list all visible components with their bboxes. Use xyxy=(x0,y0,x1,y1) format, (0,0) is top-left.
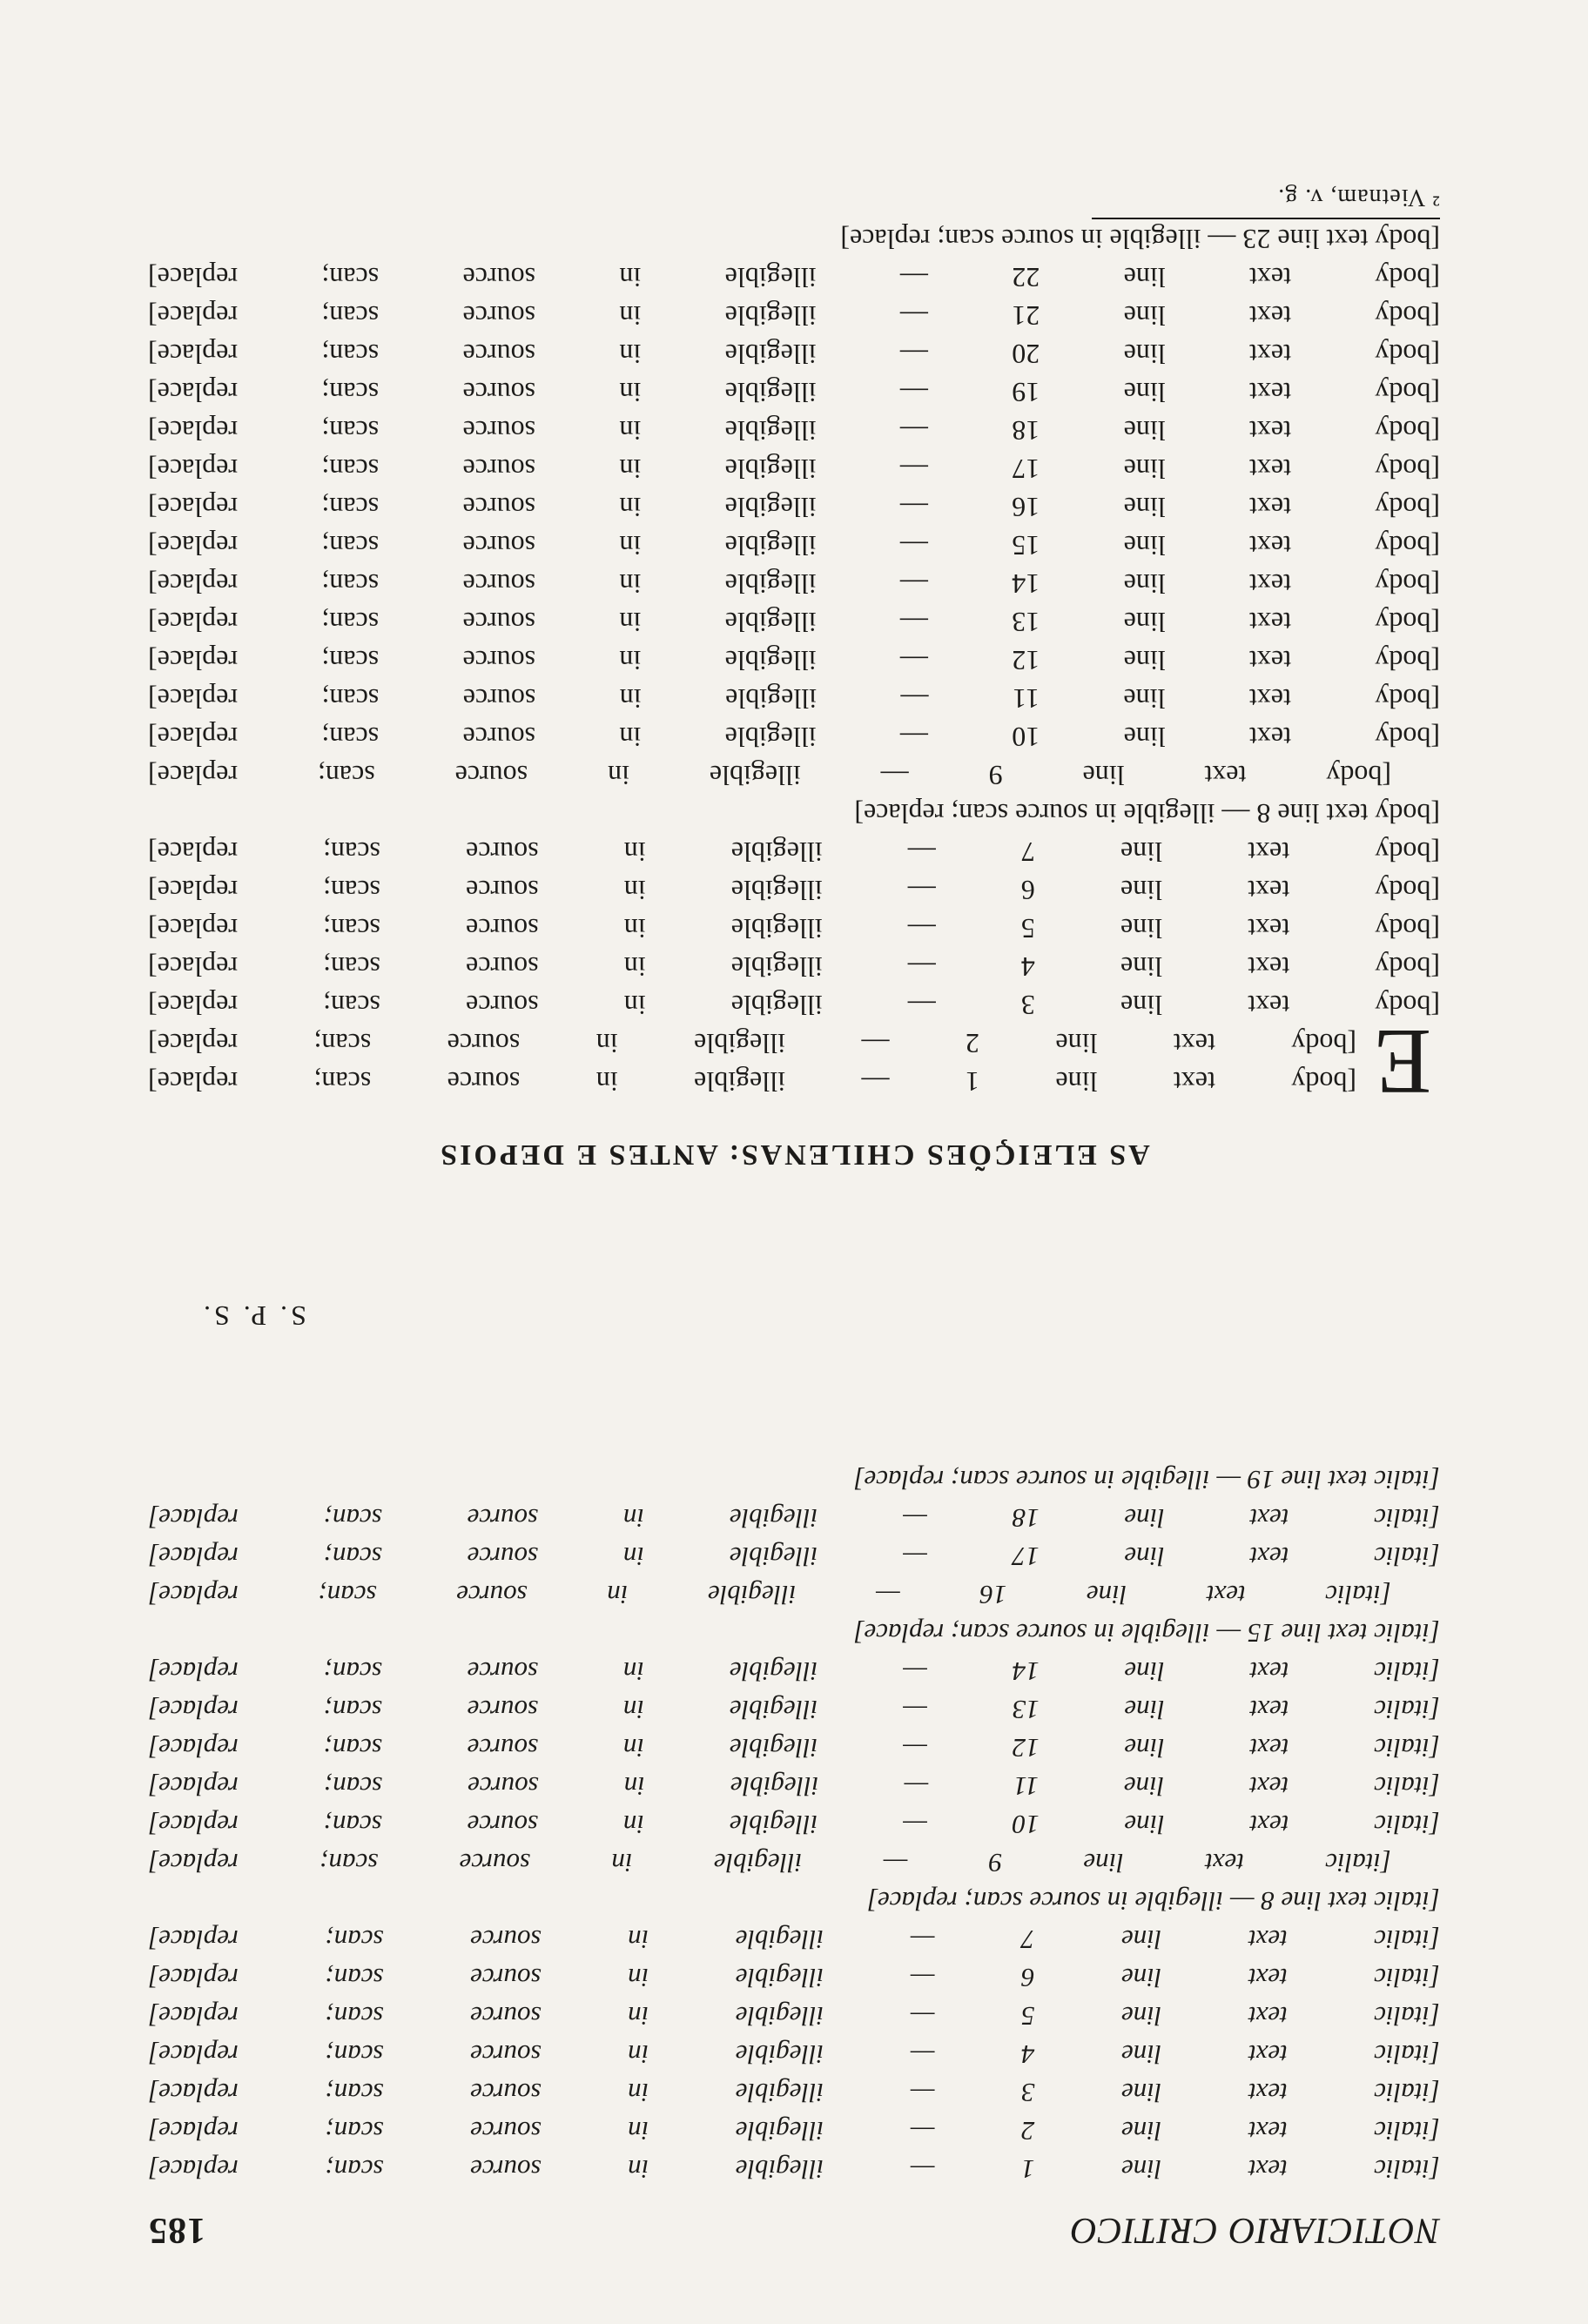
body-line: [body text line 18 — illegible in source scan; replace] xyxy=(148,415,1440,447)
running-head: NOTICIARIO CRITICO xyxy=(1069,2210,1440,2250)
body-line: [body text line 23 — illegible in source scan; replace] xyxy=(840,224,1440,255)
italic-line: [italic text line 12 — illegible in source scan; replace] xyxy=(148,1733,1440,1763)
italic-line: [italic text line 1 — illegible in source scan; replace] xyxy=(148,2154,1440,2185)
drop-cap-lines xyxy=(148,1010,1440,1113)
body-line: [body text line 7 — illegible in source scan; replace] xyxy=(148,836,1440,868)
body-line: [body text line 5 — illegible in source scan; replace] xyxy=(148,913,1440,944)
italic-line: [italic text line 16 — illegible in source scan; replace] xyxy=(148,1580,1391,1610)
page-number: 185 xyxy=(148,2210,205,2250)
italic-line: [italic text line 3 — illegible in source scan; replace] xyxy=(148,2078,1440,2108)
body-line: [body text line 12 — illegible in source scan; replace] xyxy=(148,645,1440,676)
italic-section xyxy=(148,1461,1440,2188)
body-line: [body text line 1 — illegible in source scan; replace] xyxy=(148,1066,1356,1098)
italic-line: [italic text line 7 — illegible in source scan; replace] xyxy=(148,1924,1440,1955)
body-line: [body text line 15 — illegible in source scan; replace] xyxy=(148,530,1440,561)
italic-line: [italic text line 8 — illegible in source scan; replace] xyxy=(866,1886,1440,1917)
body-line: [body text line 10 — illegible in source scan; replace] xyxy=(148,722,1440,753)
body-line: [body text line 6 — illegible in source scan; replace] xyxy=(148,875,1440,906)
italic-line: [italic text line 5 — illegible in source scan; replace] xyxy=(148,2001,1440,2032)
italic-line: [italic text line 2 — illegible in source scan; replace] xyxy=(148,2116,1440,2146)
page-header xyxy=(148,2207,1440,2251)
body-line: [body text line 13 — illegible in source scan; replace] xyxy=(148,607,1440,638)
italic-line: [italic text line 17 — illegible in source scan; replace] xyxy=(148,1541,1440,1572)
body-line: [body text line 22 — illegible in source scan; replace] xyxy=(148,262,1440,293)
body-line: [body text line 9 — illegible in source scan; replace] xyxy=(148,760,1391,791)
body-section xyxy=(148,220,1440,1113)
italic-line: [italic text line 19 — illegible in source scan; replace] xyxy=(853,1465,1440,1495)
italic-line: [italic text line 9 — illegible in source scan; replace] xyxy=(148,1848,1391,1878)
italic-line: [italic text line 10 — illegible in source scan; replace] xyxy=(148,1810,1440,1840)
italic-line: [italic text line 15 — illegible in source scan; replace] xyxy=(853,1618,1440,1649)
body-line: [body text line 21 — illegible in source scan; replace] xyxy=(148,300,1440,332)
body-line: [body text line 14 — illegible in source scan; replace] xyxy=(148,568,1440,600)
body-line: [body text line 8 — illegible in source scan; replace] xyxy=(854,798,1440,830)
italic-line: [italic text line 18 — illegible in source scan; replace] xyxy=(148,1503,1440,1534)
body-line: [body text line 19 — illegible in source scan; replace] xyxy=(148,377,1440,408)
article-title: AS ELEIÇÕES CHILENAS: ANTES E DEPOIS xyxy=(438,1138,1150,1171)
italic-line: [italic text line 11 — illegible in source scan; replace] xyxy=(148,1771,1440,1802)
body-line: [body text line 2 — illegible in source scan; replace] xyxy=(148,1028,1356,1059)
footnote: ² Vietnam, v. g. xyxy=(1277,184,1440,211)
body-line: [body text line 20 — illegible in source scan; replace] xyxy=(148,339,1440,370)
italic-line: [italic text line 14 — illegible in source scan; replace] xyxy=(148,1656,1440,1687)
body-line: [body text line 4 — illegible in source scan; replace] xyxy=(148,951,1440,983)
drop-cap: E xyxy=(1374,1010,1431,1113)
body-line: [body text line 17 — illegible in source scan; replace] xyxy=(148,453,1440,485)
author-signature: S. P. S. xyxy=(200,1300,306,1332)
italic-line: [italic text line 13 — illegible in source scan; replace] xyxy=(148,1695,1440,1725)
italic-line: [italic text line 6 — illegible in source scan; replace] xyxy=(148,1963,1440,1993)
body-line: [body text line 16 — illegible in source scan; replace] xyxy=(148,492,1440,523)
footnote-divider xyxy=(1092,218,1440,219)
body-line: [body text line 3 — illegible in source scan; replace] xyxy=(148,990,1440,1021)
italic-line: [italic text line 4 — illegible in source scan; replace] xyxy=(148,2039,1440,2070)
body-line: [body text line 11 — illegible in source scan; replace] xyxy=(148,683,1440,715)
